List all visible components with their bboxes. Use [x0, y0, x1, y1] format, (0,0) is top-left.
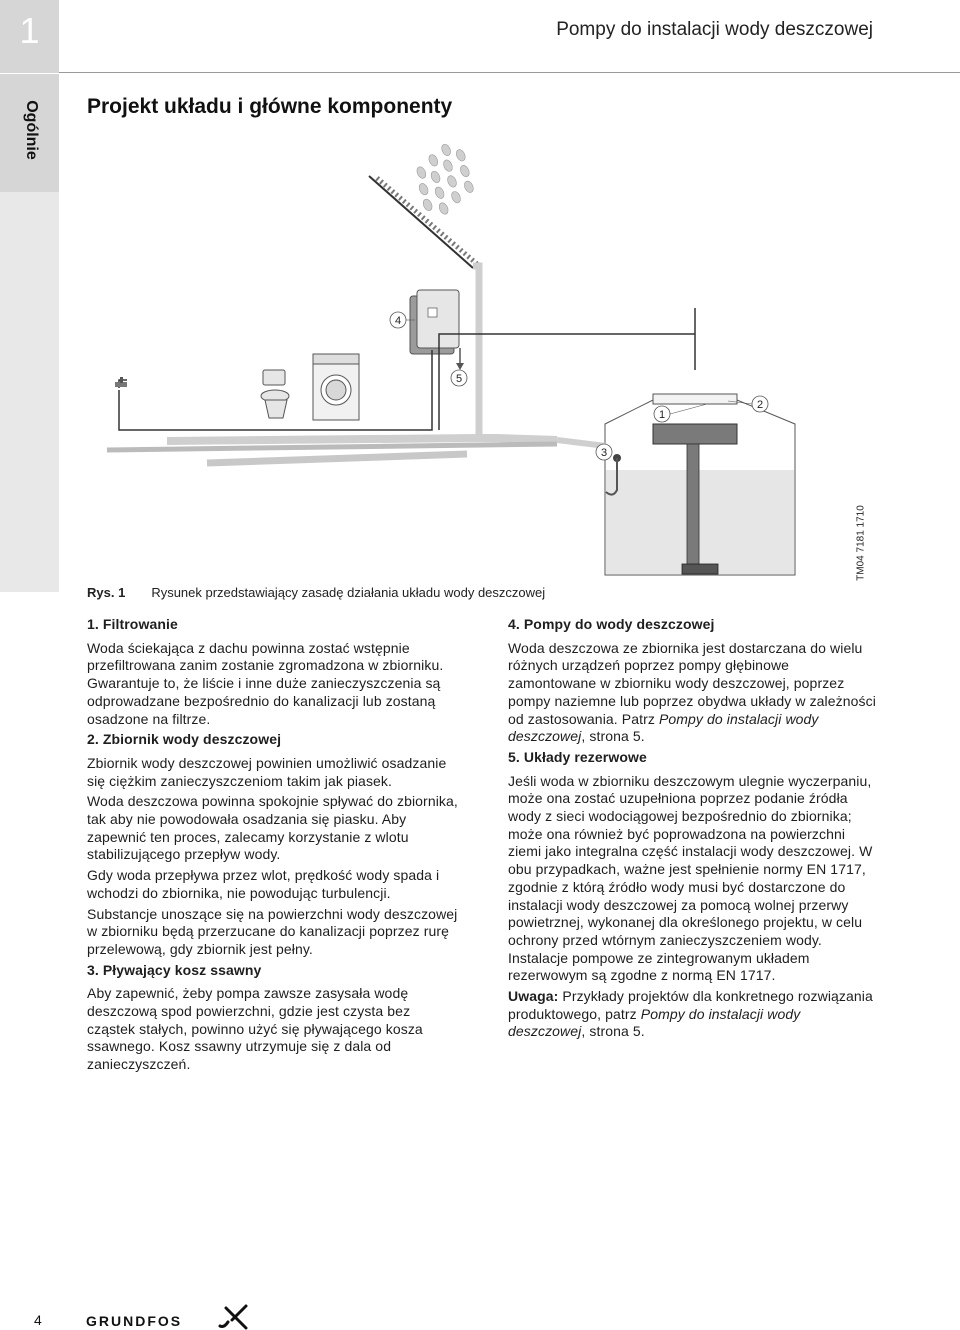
- note-label: Uwaga:: [508, 988, 559, 1005]
- header-title: Pompy do instalacji wody deszczowej: [556, 19, 873, 40]
- side-strip: [0, 192, 59, 592]
- section-4-text-b: , strona 5.: [581, 728, 645, 745]
- filter-unit: [410, 290, 459, 354]
- grundfos-logo: [86, 1302, 250, 1330]
- section-5-text: Jeśli woda w zbiorniku deszczowym ulegnie wyczerpaniu, może ona zostać uzupełniona poprzez podanie źródła wody z sieci wodociągowej bezpośrednio do zbiornika; może ona również być poprowadzona na powierzchni ziemi jako integralna część instalacji wody deszczowej. W obu przypadkach, ważne jest spełnienie normy EN 1717, zgodnie z którą źródło wody musi być dostarczone do instalacji wody deszczowej za pomocą wolnej przerwy powietrznej, wykonanej dla określonego projektu, w celu ochrony przed wtórnym zanieczyszczeniem wody. Instalacje pompowe ze zintegrowanym układem rezerwowym są zgodne z normą EN 1717.: [508, 772, 873, 984]
- tap-icon: [115, 377, 127, 387]
- section-5-heading: 5. Układy rezerwowe: [508, 748, 647, 765]
- figure-caption: [87, 585, 545, 600]
- figure-caption-text: Rysunek przedstawiający zasadę działania układu wody deszczowej: [151, 585, 546, 600]
- section-4-text: [508, 640, 880, 746]
- section-1-heading: 1. Filtrowanie: [87, 616, 178, 632]
- side-tab-label: Ogólnie: [23, 100, 40, 160]
- note-text-b: , strona 5.: [581, 1023, 645, 1040]
- toilet-icon: [261, 370, 289, 418]
- downpipe: [473, 266, 479, 438]
- rain-drops: [404, 138, 485, 221]
- page-title: Projekt układu i główne komponenty: [87, 95, 453, 118]
- section-4-heading: 4. Pompy do wody deszczowej: [508, 616, 715, 632]
- left-column: [87, 616, 459, 1077]
- section-2-text-2: Woda deszczowa powinna spokojnie spływać do zbiornika, tak aby nie powodowała osadzania się piasku. Aby zapewnić ten proces, zalecamy korzystanie z wlotu stabilizującego przepływ wody.: [87, 793, 458, 863]
- header-rule: [59, 72, 960, 73]
- callout-2-label: 2: [756, 399, 764, 411]
- callout-5-label: 5: [455, 373, 463, 385]
- figure-caption-label: Rys. 1: [87, 585, 126, 600]
- section-2-heading: 2. Zbiornik wody deszczowej: [87, 731, 282, 748]
- right-column: [508, 616, 880, 1044]
- note-text-a: Przykłady projektów dla konkretnego rozwiązania produktowego, patrz: [508, 988, 873, 1022]
- section-5-note: [508, 988, 880, 1041]
- section-2-text-4: Substancje unoszące się na powierzchni wody deszczowej w zbiorniku będą przerzucane do kanalizacji poprzez rurę przelewową, gdy zbiornik jest pełny.: [87, 905, 458, 957]
- backup-supply: [456, 348, 464, 370]
- callout-1-label: 1: [658, 409, 666, 421]
- section-4-text-a: Woda deszczowa ze zbiornika jest dostarczana do wielu różnych urządzeń poprzez pompy głębinowe zamontowane w zbiorniku wody deszczowej, poprzez pompy naziemne lub poprzez obydwa układy w zależności od zastosowania. Patrz: [508, 639, 876, 727]
- collector-pipes: [107, 438, 557, 463]
- rainwater-system-diagram: [87, 138, 877, 583]
- section-3-text: Aby zapewnić, żeby pompa zawsze zasysała wodę deszczową spod powierzchni, gdzie jest czysta bez cząstek stałych, powinno użyć się pływającego kosza ssawnego. Kosz ssawny utrzymuje się z dala od zanieczyszczeń.: [87, 985, 423, 1073]
- callout-5: [451, 370, 467, 386]
- note-reference-link[interactable]: Pompy do instalacji wody deszczowej: [508, 1005, 801, 1040]
- callout-4-label: 4: [394, 315, 402, 327]
- callout-3-label: 3: [600, 447, 608, 459]
- section-4-reference-link[interactable]: Pompy do instalacji wody deszczowej: [508, 710, 819, 745]
- section-3-heading: 3. Pływający kosz ssawny: [87, 961, 262, 978]
- washing-machine-icon: [313, 354, 359, 420]
- page-number: 4: [34, 1312, 42, 1328]
- grundfos-wordmark: GRUNDFOS: [86, 1313, 183, 1329]
- chapter-number: 1: [19, 10, 40, 51]
- rainwater-tank: [605, 394, 795, 575]
- section-1-text: Woda ściekająca z dachu powinna zostać wstępnie przefiltrowana zanim zostanie zgromadzona w zbiorniku. Gwarantuje to, że liście i inne duże zanieczyszczenia są odprowadzane bezpośrednio do kanalizacji lub zostaną osadzone na filtrze.: [87, 639, 444, 727]
- figure-code: TM04 7181 1710: [855, 505, 867, 581]
- grundfos-symbol-icon: [220, 1306, 246, 1328]
- section-2-text-3: Gdy woda przepływa przez wlot, prędkość wody spada i wchodzi do zbiornika, nie powodując turbulencji.: [87, 867, 440, 901]
- section-2-text-1: Zbiornik wody deszczowej powinien umożliwić osadzanie się ciężkim zanieczyszczeniom takim jak piasek.: [87, 754, 447, 789]
- callout-3: [596, 444, 612, 460]
